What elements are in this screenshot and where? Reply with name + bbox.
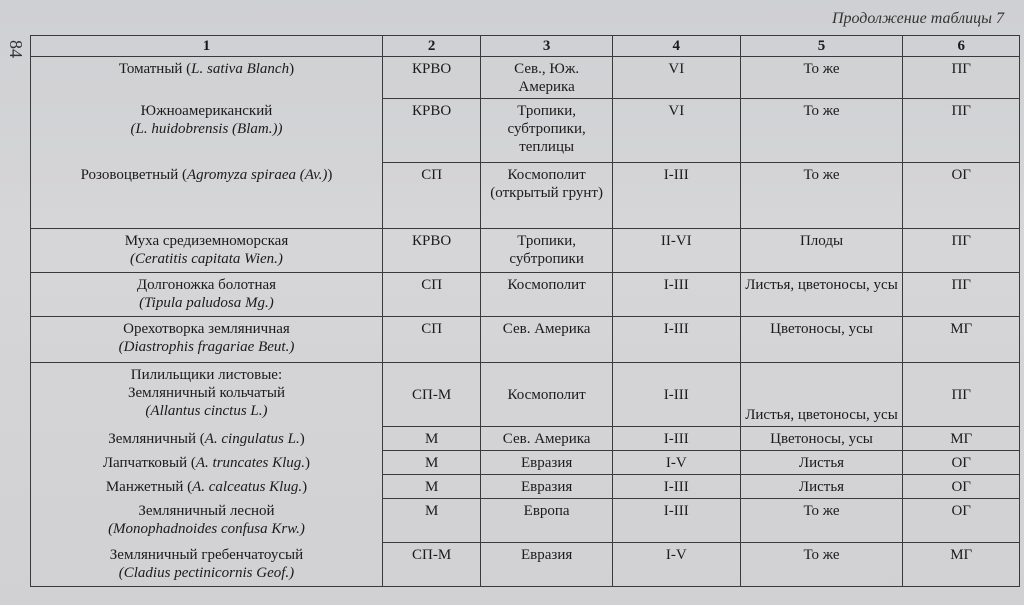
range-cell: Тропики, субтропики xyxy=(481,229,613,273)
species-name-ru: Земляничный кольчатый xyxy=(127,385,285,401)
type-cell: МГ xyxy=(903,543,1020,587)
type-cell: ОГ xyxy=(903,475,1020,499)
range-cell: Сев. Америка xyxy=(481,427,613,451)
species-name-latin: A. truncates Klug. xyxy=(195,454,306,471)
generations-cell: I-V xyxy=(612,543,740,587)
generations-cell: I-V xyxy=(612,451,740,475)
species-name-latin: (Diastrophis fragariae Beut.) xyxy=(118,339,295,355)
organ-cell: То же xyxy=(740,99,903,163)
table-row xyxy=(31,317,1020,363)
range-cell: Европа xyxy=(481,499,613,543)
type-cell: ПГ xyxy=(903,99,1020,163)
group-title: Пилильщики листовые: xyxy=(130,367,283,383)
species-name-ru: Земляничный ( xyxy=(108,430,205,447)
species-name-ru: Земляничный гребенчатоусый xyxy=(109,546,304,563)
status-cell: КРВО xyxy=(382,99,480,163)
species-name-ru: Розовоцветный ( xyxy=(80,166,187,183)
type-cell: ОГ xyxy=(903,163,1020,229)
species-name-cell xyxy=(31,57,383,99)
species-name-latin: (Cladius pectinicornis Geof.) xyxy=(118,564,295,581)
species-name-cell xyxy=(31,317,383,363)
status-cell: СП-М xyxy=(382,543,480,587)
species-name-latin: (Ceratitis capitata Wien.) xyxy=(130,251,283,267)
table-row xyxy=(31,99,1020,163)
generations-cell: I-III xyxy=(612,163,740,229)
table-row xyxy=(31,229,1020,273)
range-cell: Космополит xyxy=(481,363,613,427)
status-cell: М xyxy=(382,427,480,451)
page-number: 84 xyxy=(6,40,26,58)
species-name-latin: (Allantus cinctus L.) xyxy=(145,403,268,419)
species-name-latin: (L. huidobrensis (Blam.)) xyxy=(130,120,283,137)
column-header: 5 xyxy=(740,36,903,57)
organ-cell: То же xyxy=(740,499,903,543)
organ-cell: То же xyxy=(740,543,903,587)
generations-cell: VI xyxy=(612,57,740,99)
table-row xyxy=(31,427,1020,451)
species-name-ru: Южноамериканский xyxy=(140,102,273,119)
organ-cell: Плоды xyxy=(740,229,903,273)
range-cell: Евразия xyxy=(481,475,613,499)
range-cell: Космополит (открытый грунт) xyxy=(481,163,613,229)
organ-cell: То же xyxy=(740,163,903,229)
species-name-latin: (Tipula paludosa Mg.) xyxy=(139,295,274,311)
table-row xyxy=(31,363,1020,427)
species-name-ru: Манжетный ( xyxy=(105,478,193,495)
status-cell: КРВО xyxy=(382,229,480,273)
species-name-latin: A. calceatus Klug. xyxy=(192,478,303,495)
species-table xyxy=(30,35,1020,587)
species-name-latin: A. cingulatus L. xyxy=(204,430,300,447)
generations-cell: I-III xyxy=(612,273,740,317)
species-name-cell xyxy=(31,451,383,475)
status-cell: СП xyxy=(382,163,480,229)
table-row xyxy=(31,475,1020,499)
generations-cell: I-III xyxy=(612,427,740,451)
column-header: 2 xyxy=(382,36,480,57)
type-cell: ПГ xyxy=(903,57,1020,99)
status-cell: М xyxy=(382,475,480,499)
table-continuation-note: Продолжение таблицы 7 xyxy=(831,10,1004,27)
range-cell: Евразия xyxy=(481,451,613,475)
species-name-latin: (Monophadnoides confusa Krw.) xyxy=(108,520,305,537)
type-cell: ПГ xyxy=(903,229,1020,273)
species-name-cell xyxy=(31,273,383,317)
generations-cell: I-III xyxy=(612,363,740,427)
range-cell: Космополит xyxy=(481,273,613,317)
status-cell: СП xyxy=(382,317,480,363)
species-name-end: ) xyxy=(299,430,305,447)
table-header-row xyxy=(31,36,1020,57)
status-cell: СП xyxy=(382,273,480,317)
table-row xyxy=(31,163,1020,229)
organ-cell: Листья xyxy=(740,475,903,499)
column-header: 3 xyxy=(481,36,613,57)
table-row xyxy=(31,499,1020,543)
species-name-latin: Agromyza spiraea (Av.) xyxy=(186,166,328,183)
species-name-ru: Томатный ( xyxy=(118,61,192,77)
column-header: 1 xyxy=(31,36,383,57)
organ-cell: Листья, цветоносы, усы xyxy=(740,273,903,317)
organ-cell: Листья, цветоносы, усы xyxy=(740,363,903,427)
type-cell: ОГ xyxy=(903,451,1020,475)
species-name-ru: Муха средиземноморская xyxy=(124,233,289,249)
species-name-end: ) xyxy=(327,166,333,183)
species-name-cell xyxy=(31,543,383,587)
species-name-cell xyxy=(31,363,383,427)
range-cell: Тропики, субтропики, теплицы xyxy=(481,99,613,163)
table-row xyxy=(31,543,1020,587)
status-cell: М xyxy=(382,451,480,475)
type-cell: МГ xyxy=(903,317,1020,363)
organ-cell: Листья xyxy=(740,451,903,475)
range-cell: Сев. Америка xyxy=(481,317,613,363)
species-name-end: ) xyxy=(289,61,295,77)
species-name-cell xyxy=(31,475,383,499)
range-cell: Сев., Юж. Америка xyxy=(481,57,613,99)
species-name-end: ) xyxy=(302,478,308,495)
status-cell: СП-М xyxy=(382,363,480,427)
species-name-cell xyxy=(31,163,383,229)
status-cell: КРВО xyxy=(382,57,480,99)
type-cell: ПГ xyxy=(903,273,1020,317)
table-row xyxy=(31,57,1020,99)
generations-cell: I-III xyxy=(612,317,740,363)
generations-cell: II-VI xyxy=(612,229,740,273)
species-name-ru: Орехотворка земляничная xyxy=(123,321,290,337)
generations-cell: I-III xyxy=(612,499,740,543)
species-name-end: ) xyxy=(305,454,311,471)
organ-cell: То же xyxy=(740,57,903,99)
range-cell: Евразия xyxy=(481,543,613,587)
species-name-ru: Лапчатковый ( xyxy=(102,454,196,471)
species-name-cell xyxy=(31,427,383,451)
species-name-cell xyxy=(31,99,383,163)
generations-cell: VI xyxy=(612,99,740,163)
table-row xyxy=(31,451,1020,475)
organ-cell: Цветоносы, усы xyxy=(740,427,903,451)
species-name-ru: Земляничный лесной xyxy=(138,502,275,519)
column-header: 4 xyxy=(612,36,740,57)
type-cell: ОГ xyxy=(903,499,1020,543)
species-name-cell xyxy=(31,499,383,543)
type-cell: ПГ xyxy=(903,363,1020,427)
status-cell: М xyxy=(382,499,480,543)
table-row xyxy=(31,273,1020,317)
organ-cell: Цветоносы, усы xyxy=(740,317,903,363)
generations-cell: I-III xyxy=(612,475,740,499)
type-cell: МГ xyxy=(903,427,1020,451)
species-name-ru: Долгоножка болотная xyxy=(136,277,277,293)
species-name-latin: L. sativa Blanch xyxy=(191,61,290,77)
species-name-cell xyxy=(31,229,383,273)
column-header: 6 xyxy=(903,36,1020,57)
